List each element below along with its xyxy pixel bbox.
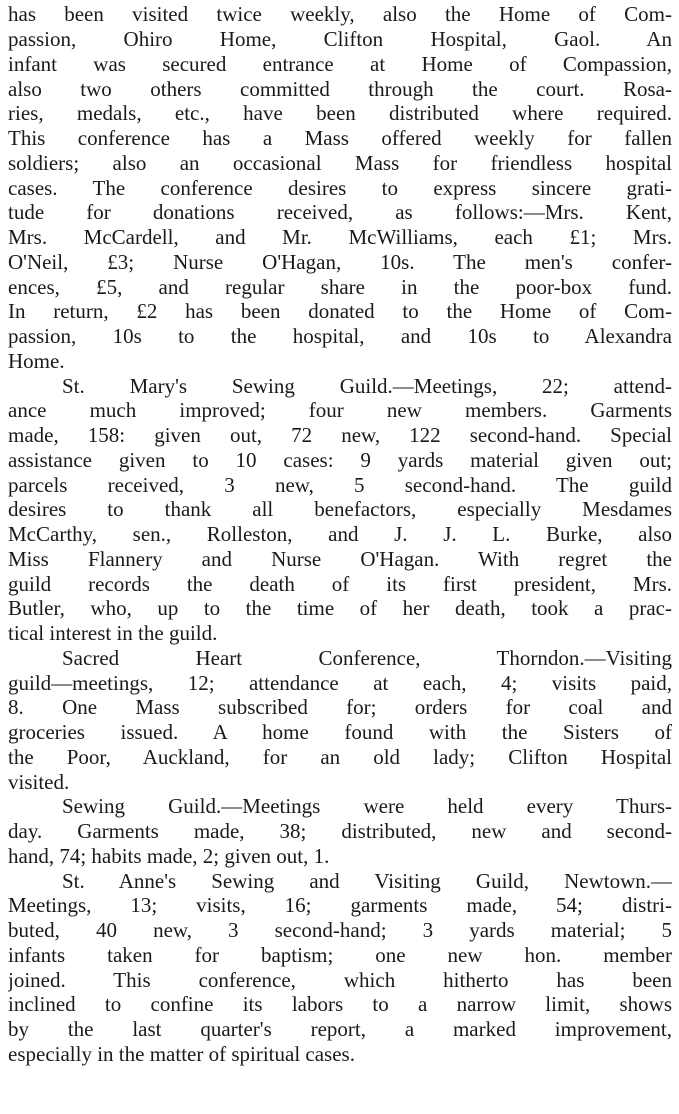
text-line: buted, 40 new, 3 second-hand; 3 yards material; 5 xyxy=(8,918,672,942)
text-line: In return, £2 has been donated to the Home of Com- xyxy=(8,299,672,323)
text-line: tude for donations received, as follows:—Mrs. Kent, xyxy=(8,200,672,224)
text-line: tical interest in the guild. xyxy=(8,621,218,645)
text-line: made, 158: given out, 72 new, 122 second-hand. Special xyxy=(8,423,672,447)
text-line: has been visited twice weekly, also the Home of Com- xyxy=(8,2,672,26)
text-line: by the last quarter's report, a marked improvement, xyxy=(8,1017,672,1041)
text-line: passion, Ohiro Home, Clifton Hospital, Gaol. An xyxy=(8,27,672,51)
paragraph-heading-line: Sacred Heart Conference, Thorndon.—Visiting xyxy=(62,646,672,670)
text-line: McCarthy, sen., Rolleston, and J. J. L. Burke, also xyxy=(8,522,672,546)
text-line: ance much improved; four new members. Garments xyxy=(8,398,672,422)
text-line: Mrs. McCardell, and Mr. McWilliams, each £1; Mrs. xyxy=(8,225,672,249)
text-line: passion, 10s to the hospital, and 10s to Alexandra xyxy=(8,324,672,348)
paragraph-heading-line: Sewing Guild.—Meetings were held every Thurs- xyxy=(62,794,672,818)
text-line: guild—meetings, 12; attendance at each, 4; visits paid, xyxy=(8,671,672,695)
text-line: ences, £5, and regular share in the poor-box fund. xyxy=(8,275,672,299)
text-line: especially in the matter of spiritual cases. xyxy=(8,1042,355,1066)
text-line: Home. xyxy=(8,349,65,373)
text-line: also two others committed through the court. Rosa- xyxy=(8,77,672,101)
text-line: the Poor, Auckland, for an old lady; Clifton Hospital xyxy=(8,745,672,769)
text-line: O'Neil, £3; Nurse O'Hagan, 10s. The men's confer- xyxy=(8,250,672,274)
text-line: desires to thank all benefactors, especially Mesdames xyxy=(8,497,672,521)
text-line: day. Garments made, 38; distributed, new and second- xyxy=(8,819,672,843)
text-line: inclined to confine its labors to a narrow limit, shows xyxy=(8,992,672,1016)
text-line: parcels received, 3 new, 5 second-hand. The guild xyxy=(8,473,672,497)
text-line: soldiers; also an occasional Mass for friendless hospital xyxy=(8,151,672,175)
text-line: groceries issued. A home found with the Sisters of xyxy=(8,720,672,744)
text-line: ries, medals, etc., have been distributed where required. xyxy=(8,101,672,125)
text-line: 8. One Mass subscribed for; orders for coal and xyxy=(8,695,672,719)
text-line: infant was secured entrance at Home of Compassion, xyxy=(8,52,672,76)
text-line: visited. xyxy=(8,770,70,794)
text-line: cases. The conference desires to express sincere grati- xyxy=(8,176,672,200)
text-line: guild records the death of its first president, Mrs. xyxy=(8,572,672,596)
text-line: This conference has a Mass offered weekly for fallen xyxy=(8,126,672,150)
text-line: Butler, who, up to the time of her death, took a prac- xyxy=(8,596,672,620)
text-line: Miss Flannery and Nurse O'Hagan. With regret the xyxy=(8,547,672,571)
text-line: joined. This conference, which hitherto has been xyxy=(8,968,672,992)
text-line: hand, 74; habits made, 2; given out, 1. xyxy=(8,844,330,868)
paragraph-heading-line: St. Anne's Sewing and Visiting Guild, Newtown.— xyxy=(62,869,672,893)
text-line: assistance given to 10 cases: 9 yards material given out; xyxy=(8,448,672,472)
paragraph-heading-line: St. Mary's Sewing Guild.—Meetings, 22; attend- xyxy=(62,374,672,398)
text-line: Meetings, 13; visits, 16; garments made, 54; distri- xyxy=(8,893,672,917)
text-line: infants taken for baptism; one new hon. member xyxy=(8,943,672,967)
